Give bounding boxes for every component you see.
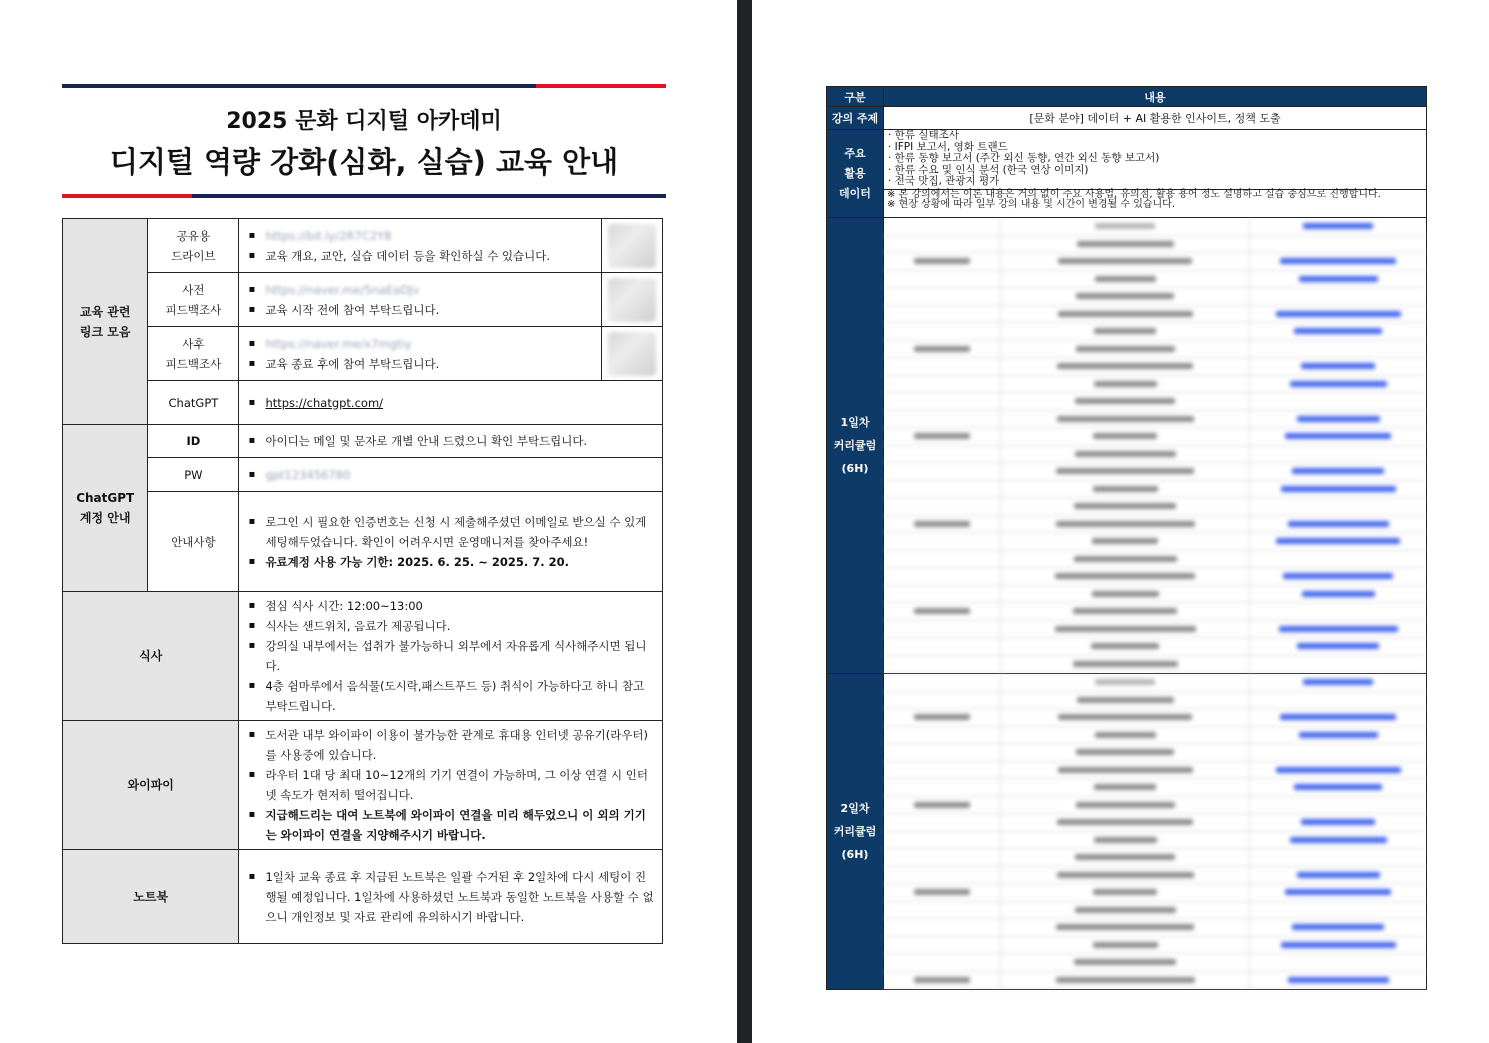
topic-value: [문화 분야] 데이터 + AI 활용한 인사이트, 정책 도출: [884, 107, 1427, 130]
blurred-row: [884, 954, 1426, 972]
notice-item-1: ▪ 로그인 시 필요한 인증번호는 신청 시 제출해주셨던 이메일로 받으실 수 있게 세팅해두었습니다. 확인이 어려우시면 운영매니저를 찾아주세요!: [265, 512, 656, 552]
title-top-rule: [62, 84, 666, 88]
post-survey-url[interactable]: ▪ https://naver.me/x7mgtiy: [265, 334, 595, 354]
day1-label: 1일차 커리큘럼 (6H): [827, 218, 884, 674]
wifi-item-1: ▪ 도서관 내부 와이파이 이용이 불가능한 관계로 휴대용 인터넷 공유기(라우터)를 사용중에 있습니다.: [265, 725, 656, 765]
blurred-row: [884, 568, 1426, 586]
blurred-row: [884, 376, 1426, 394]
id-text: ▪ 아이디는 메일 및 문자로 개별 안내 드렸으니 확인 부탁드립니다.: [265, 431, 656, 451]
drive-qr-code: [602, 219, 663, 273]
blurred-row: [884, 674, 1426, 692]
blurred-row: [884, 884, 1426, 902]
blurred-row: [884, 306, 1426, 324]
blurred-row: [884, 428, 1426, 446]
blurred-row: [884, 411, 1426, 429]
blurred-row: [884, 516, 1426, 534]
header-col2: 내용: [884, 87, 1427, 107]
drive-desc: ▪ 교육 개요, 교안, 실습 데이터 등을 확인하실 수 있습니다.: [265, 246, 595, 266]
blurred-row: [884, 692, 1426, 710]
blurred-row: [884, 832, 1426, 850]
info-table: [62, 218, 663, 944]
post-survey-qr-code: [602, 327, 663, 381]
blurred-row: [884, 586, 1426, 604]
drive-url[interactable]: ▪ https://bit.ly/2R7C2Y8: [265, 226, 595, 246]
title-line-1: 2025 문화 디지털 아카데미: [226, 109, 502, 134]
blurred-row: [884, 271, 1426, 289]
day1-curriculum-blurred: [884, 218, 1427, 674]
wifi-item-2: ▪ 라우터 1대 당 최대 10~12개의 기기 연결이 가능하며, 그 이상 연결 시 인터넷 속도가 현저히 떨어집니다.: [265, 765, 656, 805]
account-category: ChatGPT 계정 안내: [63, 425, 148, 592]
note-2: ※ 현장 상황에 따라 일부 강의 내용 및 시간이 변경될 수 있습니다.: [887, 199, 1176, 210]
blurred-row: [884, 709, 1426, 727]
wifi-category: 와이파이: [63, 721, 239, 850]
pw-label: PW: [148, 458, 239, 492]
blurred-row: [884, 218, 1426, 236]
blurred-row: [884, 288, 1426, 306]
curriculum-table: [826, 86, 1427, 990]
blurred-row: [884, 498, 1426, 516]
left-page: [0, 0, 737, 1043]
blurred-row: [884, 638, 1426, 656]
blurred-row: [884, 621, 1426, 639]
pre-survey-qr-code: [602, 273, 663, 327]
blurred-row: [884, 533, 1426, 551]
chatgpt-label: ChatGPT: [148, 381, 239, 425]
blurred-row: [884, 656, 1426, 674]
blurred-row: [884, 551, 1426, 569]
blurred-row: [884, 849, 1426, 867]
laptop-item-1: ▪ 1일차 교육 종료 후 지급된 노트북은 일괄 수거된 후 2일차에 다시 세팅이 진행될 예정입니다. 1일차에 사용하셨던 노트북과 동일한 노트북을 사용할 수 없으니 개인정보 및 자료 관리에 유의하시기 바랍니다.: [265, 867, 656, 927]
pre-survey-url[interactable]: ▪ https://naver.me/5naEaDJv: [265, 280, 595, 300]
blurred-row: [884, 937, 1426, 955]
day2-curriculum-blurred: [884, 674, 1427, 990]
meal-item-1: ▪ 점심 식사 시간: 12:00~13:00: [265, 596, 656, 616]
blurred-row: [884, 814, 1426, 832]
meal-item-2: ▪ 식사는 샌드위치, 음료가 제공됩니다.: [265, 616, 656, 636]
notice-item-2: ▪ 유료계정 사용 가능 기한: 2025. 6. 25. ~ 2025. 7. 20.: [265, 552, 656, 572]
pw-value: ▪ gpt123456780: [265, 465, 656, 485]
blurred-row: [884, 902, 1426, 920]
blurred-row: [884, 253, 1426, 271]
meal-category: 식사: [63, 592, 239, 721]
pre-survey-desc: ▪ 교육 시작 전에 참여 부탁드립니다.: [265, 300, 595, 320]
topic-label: 강의 주제: [827, 107, 884, 130]
blurred-row: [884, 867, 1426, 885]
blurred-row: [884, 797, 1426, 815]
data-item-1: · 한류 실태조사: [888, 129, 959, 141]
notice-label: 안내사항: [148, 492, 239, 592]
meal-item-4: ▪ 4층 쉼마루에서 음식물(도시락,패스트푸드 등) 취식이 가능하다고 하니 참고 부탁드립니다.: [265, 676, 656, 716]
post-survey-desc: ▪ 교육 종료 후에 참여 부탁드립니다.: [265, 354, 595, 374]
drive-label: 공유용 드라이브: [148, 219, 239, 273]
title-bottom-rule: [62, 194, 666, 198]
title-line-2: 디지털 역량 강화(심화, 실습) 교육 안내: [109, 145, 619, 179]
blurred-row: [884, 341, 1426, 359]
data-item-3: · 한류 동향 보고서 (주간 외신 동향, 연간 외신 동향 보고서): [888, 152, 1160, 164]
id-label: ID: [148, 425, 239, 458]
links-category: 교육 관련 링크 모음: [63, 219, 148, 425]
chatgpt-link[interactable]: https://chatgpt.com/: [265, 395, 384, 410]
blurred-row: [884, 744, 1426, 762]
blurred-row: [884, 393, 1426, 411]
blurred-row: [884, 603, 1426, 621]
day2-label: 2일차 커리큘럼 (6H): [827, 674, 884, 990]
blurred-row: [884, 762, 1426, 780]
post-survey-label: 사후 피드백조사: [148, 327, 239, 381]
blurred-row: [884, 323, 1426, 341]
page-divider: [737, 0, 752, 1043]
wifi-item-3: ▪ 지급해드리는 대여 노트북에 와이파이 연결을 미리 해두었으니 이 외의 기기는 와이파이 연결을 지양해주시기 바랍니다.: [265, 805, 656, 845]
data-label: 주요 활용 데이터: [827, 130, 884, 218]
blurred-row: [884, 358, 1426, 376]
blurred-row: [884, 727, 1426, 745]
note-1: ※ 본 강의에서는 이론 내용은 거의 없이 주요 사용법, 유의점, 활용 용어 정도 설명하고 실습 중심으로 진행합니다.: [887, 188, 1381, 200]
laptop-category: 노트북: [63, 850, 239, 944]
data-item-5: · 전국 맛집, 관광지 평가: [888, 175, 1000, 187]
header-col1: 구분: [827, 87, 884, 107]
blurred-row: [884, 919, 1426, 937]
blurred-row: [884, 446, 1426, 464]
data-item-4: · 한류 수요 및 인식 분석 (한국 연상 이미지): [888, 163, 1089, 176]
data-list: [884, 130, 1426, 188]
right-page: [752, 0, 1489, 1043]
blurred-row: [884, 481, 1426, 499]
blurred-row: [884, 779, 1426, 797]
data-item-2: · IFPI 보고서, 영화 트랜드: [888, 140, 1008, 153]
blurred-row: [884, 972, 1426, 990]
blurred-row: [884, 236, 1426, 254]
meal-item-3: ▪ 강의실 내부에서는 섭취가 불가능하니 외부에서 자유롭게 식사해주시면 됩니다.: [265, 636, 656, 676]
pre-survey-label: 사전 피드백조사: [148, 273, 239, 327]
blurred-row: [884, 463, 1426, 481]
